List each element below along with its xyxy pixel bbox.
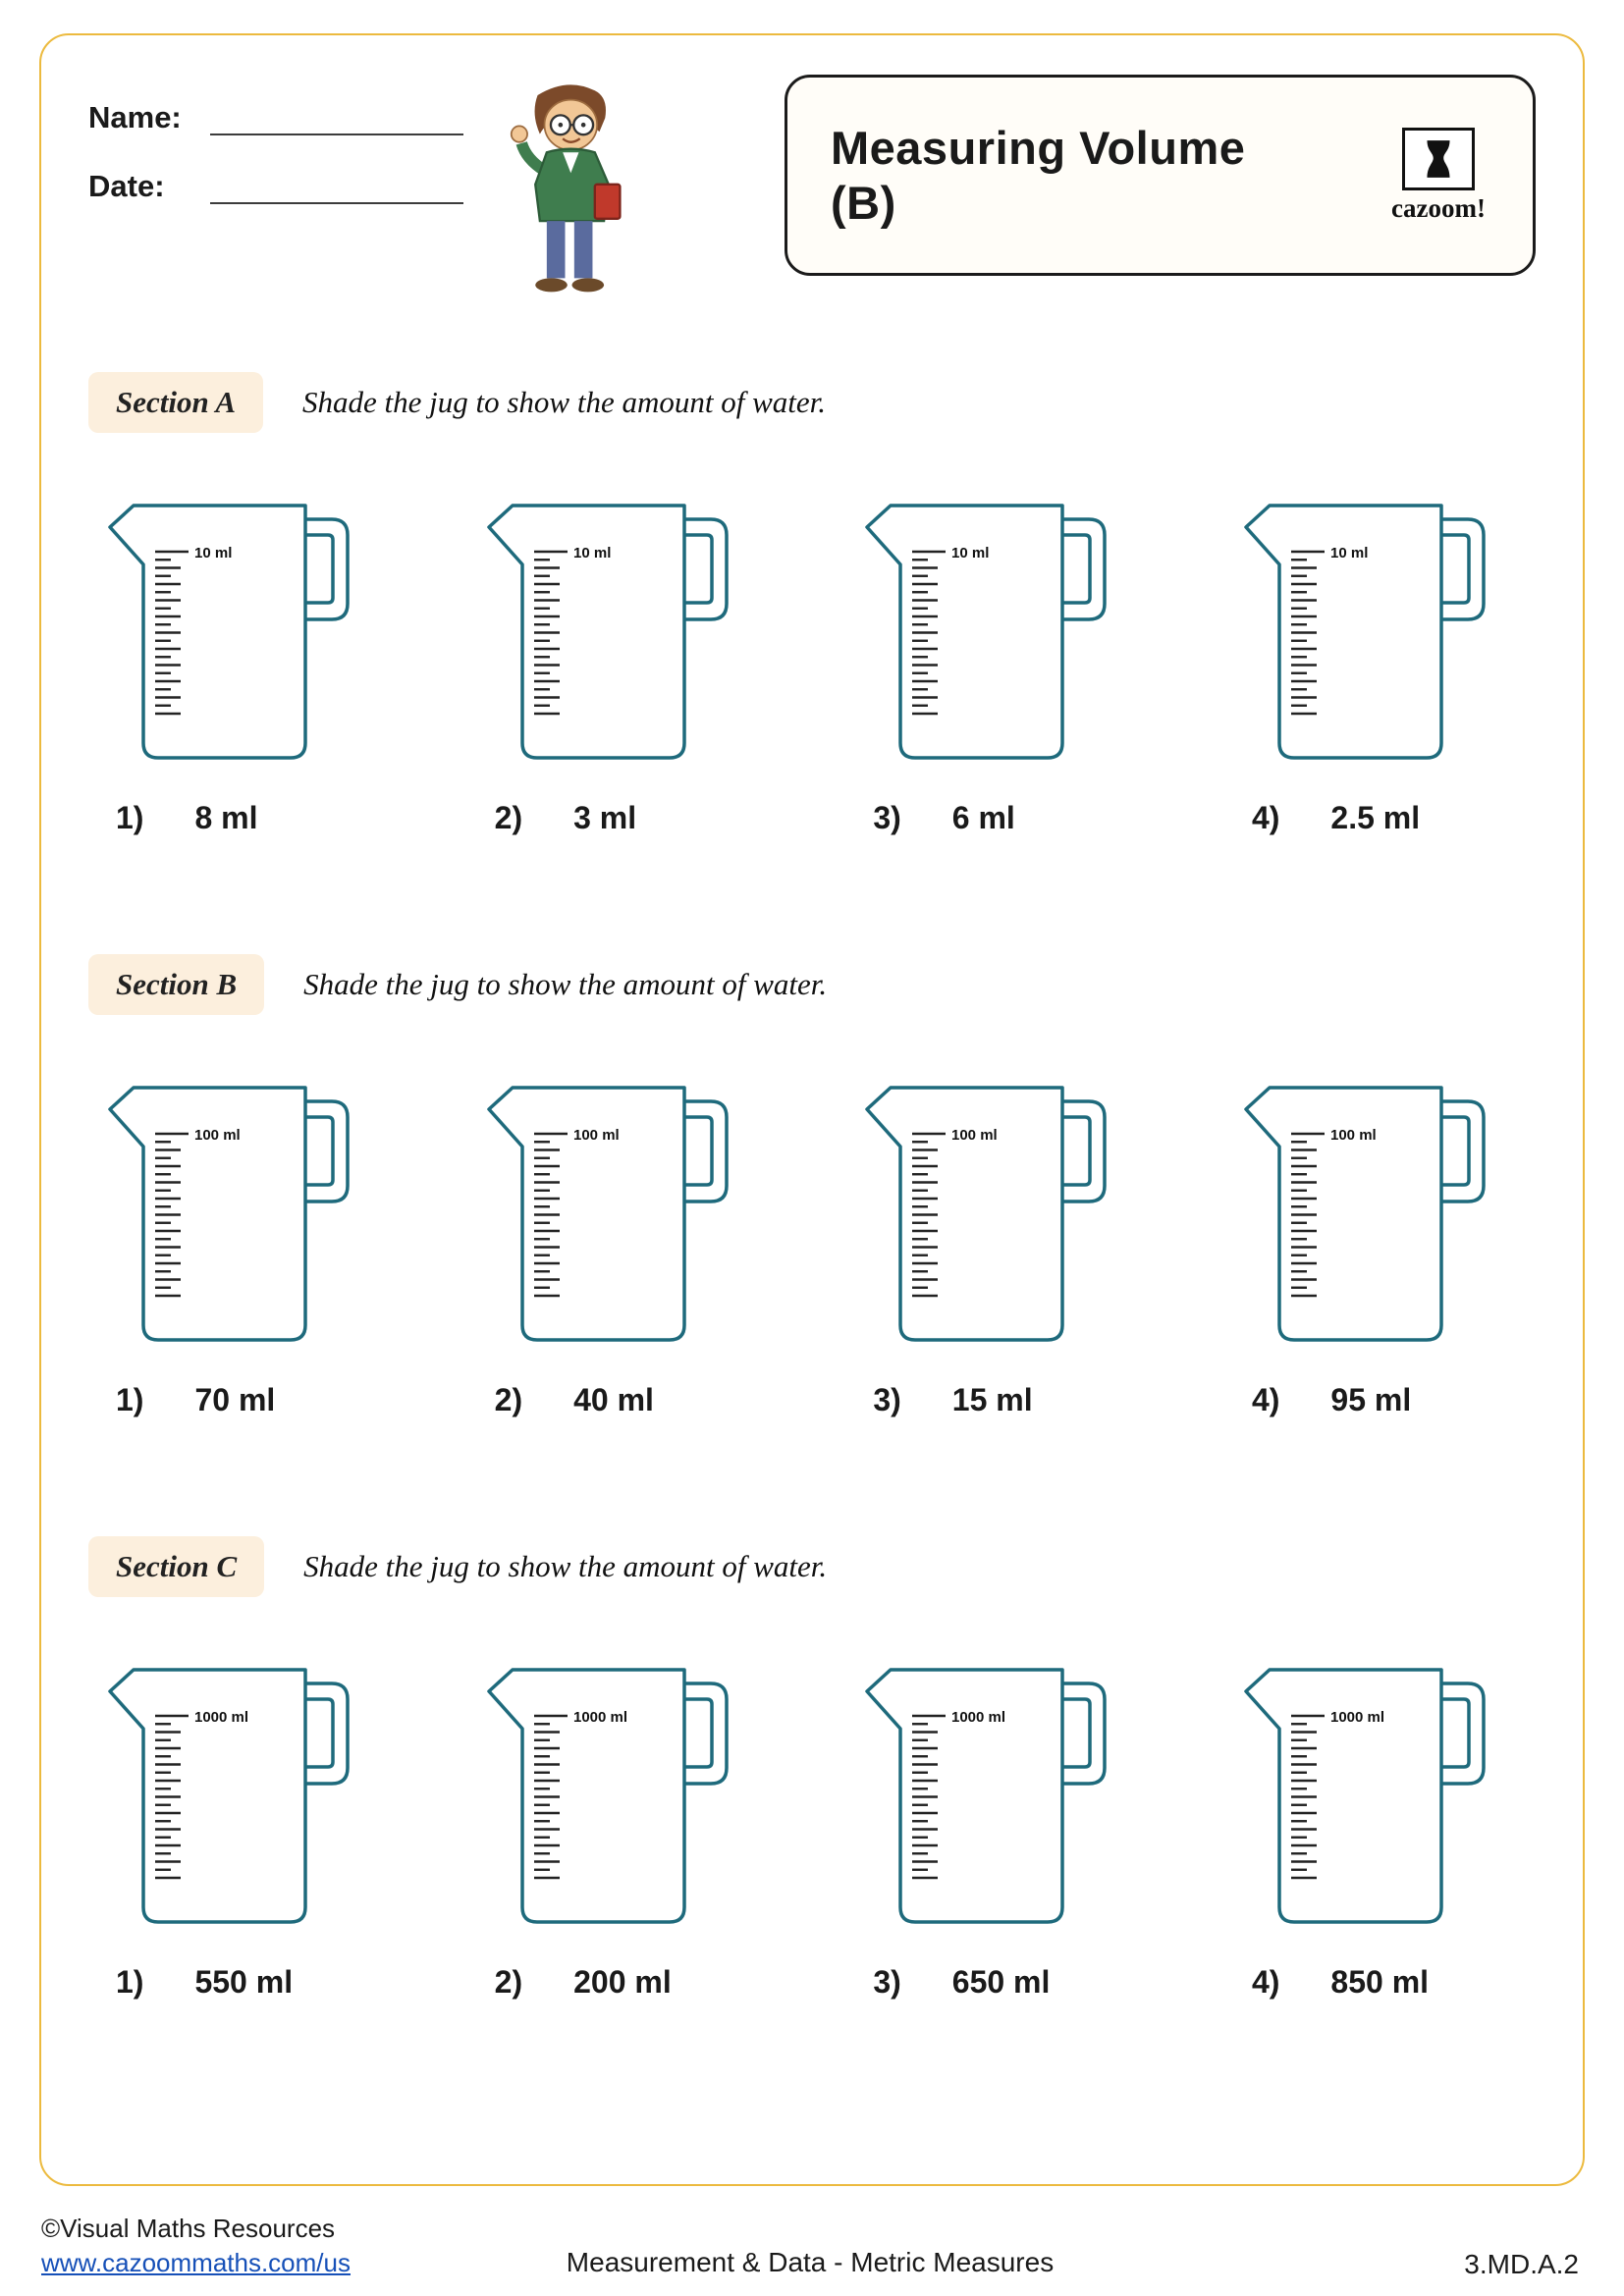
section-title-badge: Section C bbox=[88, 1536, 264, 1597]
jug-body-outline bbox=[1246, 506, 1441, 758]
jug-graphic bbox=[861, 1060, 1126, 1355]
name-date-block bbox=[88, 75, 476, 238]
answer-number: 3) bbox=[873, 1964, 901, 2000]
jug-graphic bbox=[104, 1642, 369, 1937]
jug-scale-label: 100 ml bbox=[194, 1127, 241, 1144]
section-instruction: Shade the jug to show the amount of water. bbox=[303, 1549, 828, 1583]
section-title-badge: Section B bbox=[88, 954, 264, 1015]
jug-row bbox=[88, 1060, 1536, 1418]
answer-number: 3) bbox=[873, 800, 901, 835]
jug-handle-inner-outline bbox=[305, 535, 333, 603]
jug-answer bbox=[861, 1382, 1141, 1418]
section-a bbox=[88, 372, 1536, 836]
section-instruction: Shade the jug to show the amount of water. bbox=[302, 385, 827, 419]
jug-scale-label: 100 ml bbox=[572, 1127, 620, 1144]
answer-value: 95 ml bbox=[1330, 1382, 1412, 1417]
jug-scale-ticks bbox=[155, 1134, 189, 1296]
jug-body-outline bbox=[1246, 1088, 1441, 1340]
title-box bbox=[785, 75, 1536, 276]
jug-handle-inner-outline bbox=[684, 535, 712, 603]
answer-value: 850 ml bbox=[1330, 1964, 1430, 2000]
answer-value: 8 ml bbox=[194, 800, 258, 835]
jug-handle-inner-outline bbox=[684, 1699, 712, 1767]
jug-answer bbox=[1240, 800, 1520, 836]
section-c-header bbox=[88, 1536, 1536, 1597]
jug-scale-ticks bbox=[534, 1716, 568, 1878]
jug-scale-label: 10 ml bbox=[572, 545, 612, 561]
jug-scale-label: 10 ml bbox=[951, 545, 990, 561]
footer-website-link[interactable]: www.cazoommaths.com/us bbox=[41, 2247, 351, 2277]
jug-body-outline bbox=[867, 506, 1062, 758]
measuring-jug bbox=[483, 478, 763, 836]
section-c bbox=[88, 1536, 1536, 2001]
footer-topic-text: Measurement & Data - Metric Measures bbox=[566, 2247, 1055, 2277]
teacher-cartoon-icon bbox=[494, 75, 643, 310]
jug-handle-inner-outline bbox=[684, 1117, 712, 1185]
jug-handle-inner-outline bbox=[1062, 1117, 1090, 1185]
answer-number: 4) bbox=[1251, 800, 1280, 835]
copyright-text: ©Visual Maths Resources bbox=[41, 2213, 336, 2243]
answer-value: 40 ml bbox=[573, 1382, 654, 1417]
jug-body-outline bbox=[1246, 1670, 1441, 1922]
jug-answer bbox=[861, 1964, 1141, 2001]
measuring-jug bbox=[1240, 1060, 1520, 1418]
worksheet-page bbox=[39, 33, 1585, 2186]
answer-number: 3) bbox=[873, 1382, 901, 1417]
date-blank-line bbox=[210, 171, 463, 204]
measuring-jug bbox=[104, 1060, 384, 1418]
jug-scale-label: 1000 ml bbox=[194, 1709, 249, 1726]
jug-graphic bbox=[104, 478, 369, 773]
measuring-jug bbox=[861, 478, 1141, 836]
jug-answer bbox=[104, 800, 384, 836]
answer-value: 2.5 ml bbox=[1330, 800, 1421, 835]
jug-handle-inner-outline bbox=[1062, 1699, 1090, 1767]
answer-number: 4) bbox=[1251, 1382, 1280, 1417]
cazoom-logo bbox=[1380, 128, 1497, 224]
jug-scale-ticks bbox=[1291, 1716, 1325, 1878]
jug-answer bbox=[483, 1964, 763, 2001]
section-title-badge: Section A bbox=[88, 372, 263, 433]
page-title: Measuring Volume (B) bbox=[831, 122, 1246, 229]
jug-graphic bbox=[483, 1060, 748, 1355]
jug-graphic bbox=[1240, 478, 1505, 773]
jug-body-outline bbox=[110, 1088, 305, 1340]
name-row bbox=[88, 100, 476, 135]
answer-number: 2) bbox=[494, 1382, 523, 1417]
jug-scale-ticks bbox=[534, 1134, 568, 1296]
section-instruction: Shade the jug to show the amount of water. bbox=[303, 967, 828, 1001]
jug-row bbox=[88, 478, 1536, 836]
jug-row bbox=[88, 1642, 1536, 2001]
answer-number: 4) bbox=[1251, 1964, 1280, 2000]
measuring-jug bbox=[483, 1642, 763, 2001]
jug-handle-inner-outline bbox=[1441, 1117, 1469, 1185]
jug-scale-label: 1000 ml bbox=[951, 1709, 1006, 1726]
jug-body-outline bbox=[867, 1088, 1062, 1340]
jug-scale-label: 10 ml bbox=[194, 545, 233, 561]
measuring-jug bbox=[483, 1060, 763, 1418]
jug-answer bbox=[861, 800, 1141, 836]
section-b bbox=[88, 954, 1536, 1418]
jug-graphic bbox=[861, 478, 1126, 773]
name-label: Name: bbox=[88, 100, 182, 134]
jug-handle-inner-outline bbox=[1441, 535, 1469, 603]
answer-value: 200 ml bbox=[573, 1964, 672, 2000]
footer-standard-code: 3.MD.A.2 bbox=[1464, 2249, 1579, 2279]
jug-scale-label: 1000 ml bbox=[1329, 1709, 1385, 1726]
answer-value: 15 ml bbox=[951, 1382, 1033, 1417]
cazoom-jug-icon bbox=[1418, 137, 1459, 181]
section-b-header bbox=[88, 954, 1536, 1015]
measuring-jug bbox=[104, 478, 384, 836]
jug-scale-ticks bbox=[155, 552, 189, 714]
jug-scale-label: 100 ml bbox=[1329, 1127, 1377, 1144]
measuring-jug bbox=[104, 1642, 384, 2001]
date-label: Date: bbox=[88, 169, 165, 203]
measuring-jug bbox=[861, 1642, 1141, 2001]
jug-body-outline bbox=[867, 1670, 1062, 1922]
jug-scale-ticks bbox=[534, 552, 568, 714]
jug-handle-inner-outline bbox=[305, 1699, 333, 1767]
jug-answer bbox=[1240, 1964, 1520, 2001]
jug-answer bbox=[483, 800, 763, 836]
jug-answer bbox=[1240, 1382, 1520, 1418]
jug-answer bbox=[483, 1382, 763, 1418]
jug-body-outline bbox=[110, 506, 305, 758]
jug-graphic bbox=[1240, 1642, 1505, 1937]
jug-scale-ticks bbox=[912, 1134, 946, 1296]
jug-handle-inner-outline bbox=[1062, 535, 1090, 603]
jug-answer bbox=[104, 1382, 384, 1418]
measuring-jug bbox=[1240, 478, 1520, 836]
name-blank-line bbox=[210, 102, 463, 135]
jug-graphic bbox=[483, 1642, 748, 1937]
jug-scale-ticks bbox=[912, 552, 946, 714]
jug-body-outline bbox=[489, 1670, 684, 1922]
jug-handle-inner-outline bbox=[305, 1117, 333, 1185]
answer-value: 3 ml bbox=[573, 800, 637, 835]
section-a-header bbox=[88, 372, 1536, 433]
jug-graphic bbox=[104, 1060, 369, 1355]
answer-value: 550 ml bbox=[194, 1964, 294, 2000]
answer-number: 1) bbox=[116, 1964, 144, 2000]
answer-value: 70 ml bbox=[194, 1382, 276, 1417]
jug-body-outline bbox=[489, 506, 684, 758]
jug-answer bbox=[104, 1964, 384, 2001]
date-row bbox=[88, 169, 476, 204]
footer-credits bbox=[41, 2212, 351, 2280]
cazoom-logo-text: cazoom! bbox=[1391, 192, 1486, 223]
answer-number: 1) bbox=[116, 1382, 144, 1417]
jug-scale-ticks bbox=[1291, 1134, 1325, 1296]
answer-number: 2) bbox=[494, 1964, 523, 2000]
jug-scale-label: 1000 ml bbox=[572, 1709, 627, 1726]
jug-scale-label: 100 ml bbox=[951, 1127, 999, 1144]
answer-value: 650 ml bbox=[951, 1964, 1051, 2000]
jug-graphic bbox=[1240, 1060, 1505, 1355]
worksheet-footer bbox=[41, 2212, 1579, 2280]
jug-handle-inner-outline bbox=[1441, 1699, 1469, 1767]
measuring-jug bbox=[1240, 1642, 1520, 2001]
jug-graphic bbox=[861, 1642, 1126, 1937]
answer-number: 1) bbox=[116, 800, 144, 835]
jug-body-outline bbox=[489, 1088, 684, 1340]
jug-scale-label: 10 ml bbox=[1329, 545, 1369, 561]
teacher-illustration bbox=[494, 75, 649, 315]
answer-number: 2) bbox=[494, 800, 523, 835]
answer-value: 6 ml bbox=[951, 800, 1015, 835]
measuring-jug bbox=[861, 1060, 1141, 1418]
jug-graphic bbox=[483, 478, 748, 773]
cazoom-logo-mark bbox=[1402, 128, 1475, 190]
jug-scale-ticks bbox=[1291, 552, 1325, 714]
jug-body-outline bbox=[110, 1670, 305, 1922]
jug-scale-ticks bbox=[912, 1716, 946, 1878]
worksheet-header bbox=[88, 75, 1536, 315]
jug-scale-ticks bbox=[155, 1716, 189, 1878]
